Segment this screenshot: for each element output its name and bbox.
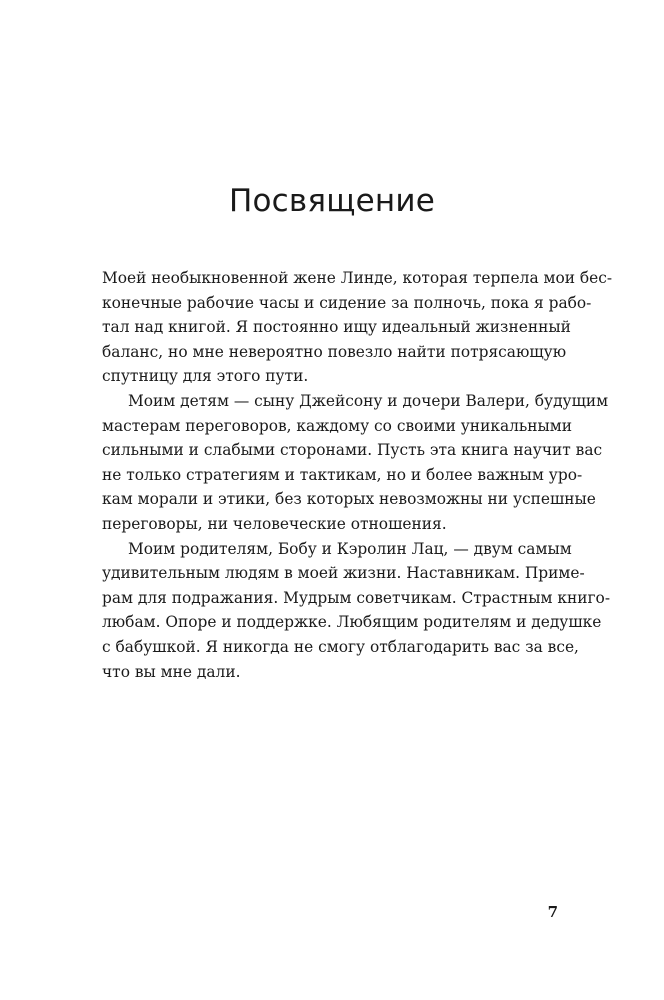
- text-line: спутницу для этого пути.: [102, 367, 309, 386]
- text-line: Моим родителям, Бобу и Кэролин Лац, — двум самым: [128, 539, 572, 558]
- text-line: сильными и слабыми сторонами. Пусть эта книга научит вас: [102, 441, 603, 460]
- text-line: переговоры, ни человеческие отношения.: [102, 514, 447, 533]
- paragraph-3: [102, 537, 611, 685]
- text-line: удивительным людям в моей жизни. Наставникам. Приме-: [102, 564, 585, 583]
- text-line: конечные рабочие часы и сидение за полночь, пока я рабо-: [102, 293, 592, 312]
- text-line: Моим детям — сыну Джейсону и дочери Валери, будущим: [128, 391, 609, 410]
- text-line: что вы мне дали.: [102, 662, 241, 681]
- dedication-text: [102, 266, 613, 684]
- text-line: Моей необыкновенной жене Линде, которая терпела мои бес-: [102, 269, 613, 287]
- text-line: кам морали и этики, без которых невозможны ни успешные: [102, 490, 596, 509]
- text-line: с бабушкой. Я никогда не смогу отблагодарить вас за все,: [102, 637, 579, 656]
- text-line: мастерам переговоров, каждому со своими уникальными: [102, 416, 573, 435]
- paragraph-1: [102, 266, 613, 389]
- text-line: не только стратегиям и тактикам, но и более важным уро-: [102, 465, 583, 484]
- text-line: тал над книгой. Я постоянно ищу идеальный жизненный: [102, 318, 571, 337]
- text-line: баланс, но мне невероятно повезло найти потрясающую: [102, 342, 567, 361]
- paragraph-2: [102, 389, 609, 537]
- text-line: рам для подражания. Мудрым советчикам. Страстным книго-: [102, 588, 611, 607]
- page-title: Посвящение: [229, 183, 435, 219]
- text-line: любам. Опоре и поддержке. Любящим родителям и дедушке: [102, 613, 602, 632]
- page-number: 7: [547, 903, 558, 921]
